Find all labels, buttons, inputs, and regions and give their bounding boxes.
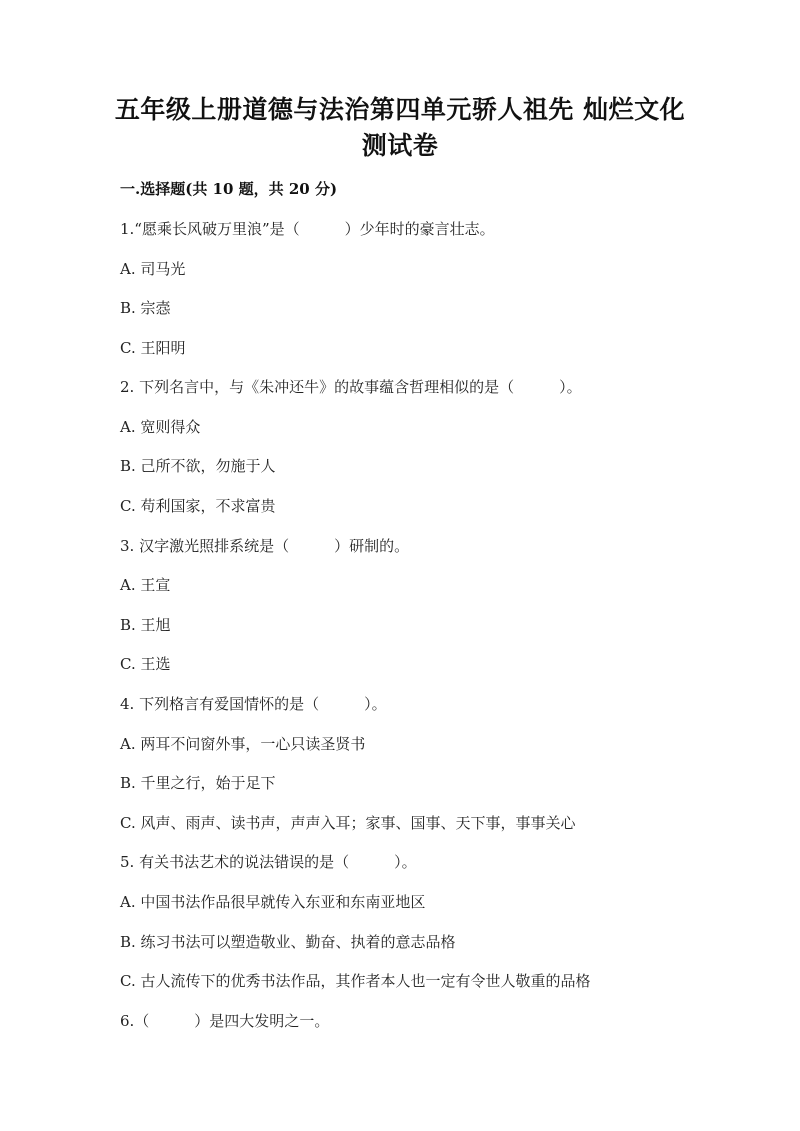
question-5-option-b: B. 练习书法可以塑造敬业、勤奋、执着的意志品格 [120, 933, 456, 951]
question-3-option-a: A. 王宣 [120, 576, 171, 594]
question-2-option-a: A. 宽则得众 [120, 418, 201, 436]
question-4-stem: 4. 下列格言有爱国情怀的是（ ）。 [120, 695, 387, 713]
question-2-stem: 2. 下列名言中，与《朱冲还牛》的故事蕴含哲理相似的是（ ）。 [120, 378, 582, 396]
question-6-stem: 6.（ ）是四大发明之一。 [120, 1012, 330, 1030]
question-5-stem: 5. 有关书法艺术的说法错误的是（ ）。 [120, 853, 417, 871]
question-2-option-b: B. 己所不欲，勿施于人 [120, 457, 276, 475]
question-4-option-b: B. 千里之行，始于足下 [120, 774, 276, 792]
document-title-line-2: 测试卷 [361, 131, 439, 160]
question-5-option-a: A. 中国书法作品很早就传入东亚和东南亚地区 [120, 893, 426, 911]
question-3-option-c: C. 王选 [120, 655, 171, 673]
question-1-option-b: B. 宗悫 [120, 299, 171, 317]
question-5-option-c: C. 古人流传下的优秀书法作品，其作者本人也一定有令世人敬重的品格 [120, 972, 591, 990]
question-4-option-c: C. 风声、雨声、读书声，声声入耳；家事、国事、天下事，事事关心 [120, 814, 576, 832]
question-3-option-b: B. 王旭 [120, 616, 171, 634]
question-4-option-a: A. 两耳不问窗外事，一心只读圣贤书 [120, 735, 366, 753]
question-1-stem: 1.“愿乘长风破万里浪”是（ ）少年时的豪言壮志。 [120, 220, 495, 238]
question-2-option-c: C. 苟利国家，不求富贵 [120, 497, 276, 515]
section-heading: 一.选择题(共 10 题，共 20 分) [120, 180, 338, 198]
question-1-option-a: A. 司马光 [120, 260, 186, 278]
question-3-stem: 3. 汉字激光照排系统是（ ）研制的。 [120, 537, 410, 555]
question-1-option-c: C. 王阳明 [120, 339, 186, 357]
document-title-line-1: 五年级上册道德与法治第四单元骄人祖先 灿烂文化 [114, 95, 686, 124]
